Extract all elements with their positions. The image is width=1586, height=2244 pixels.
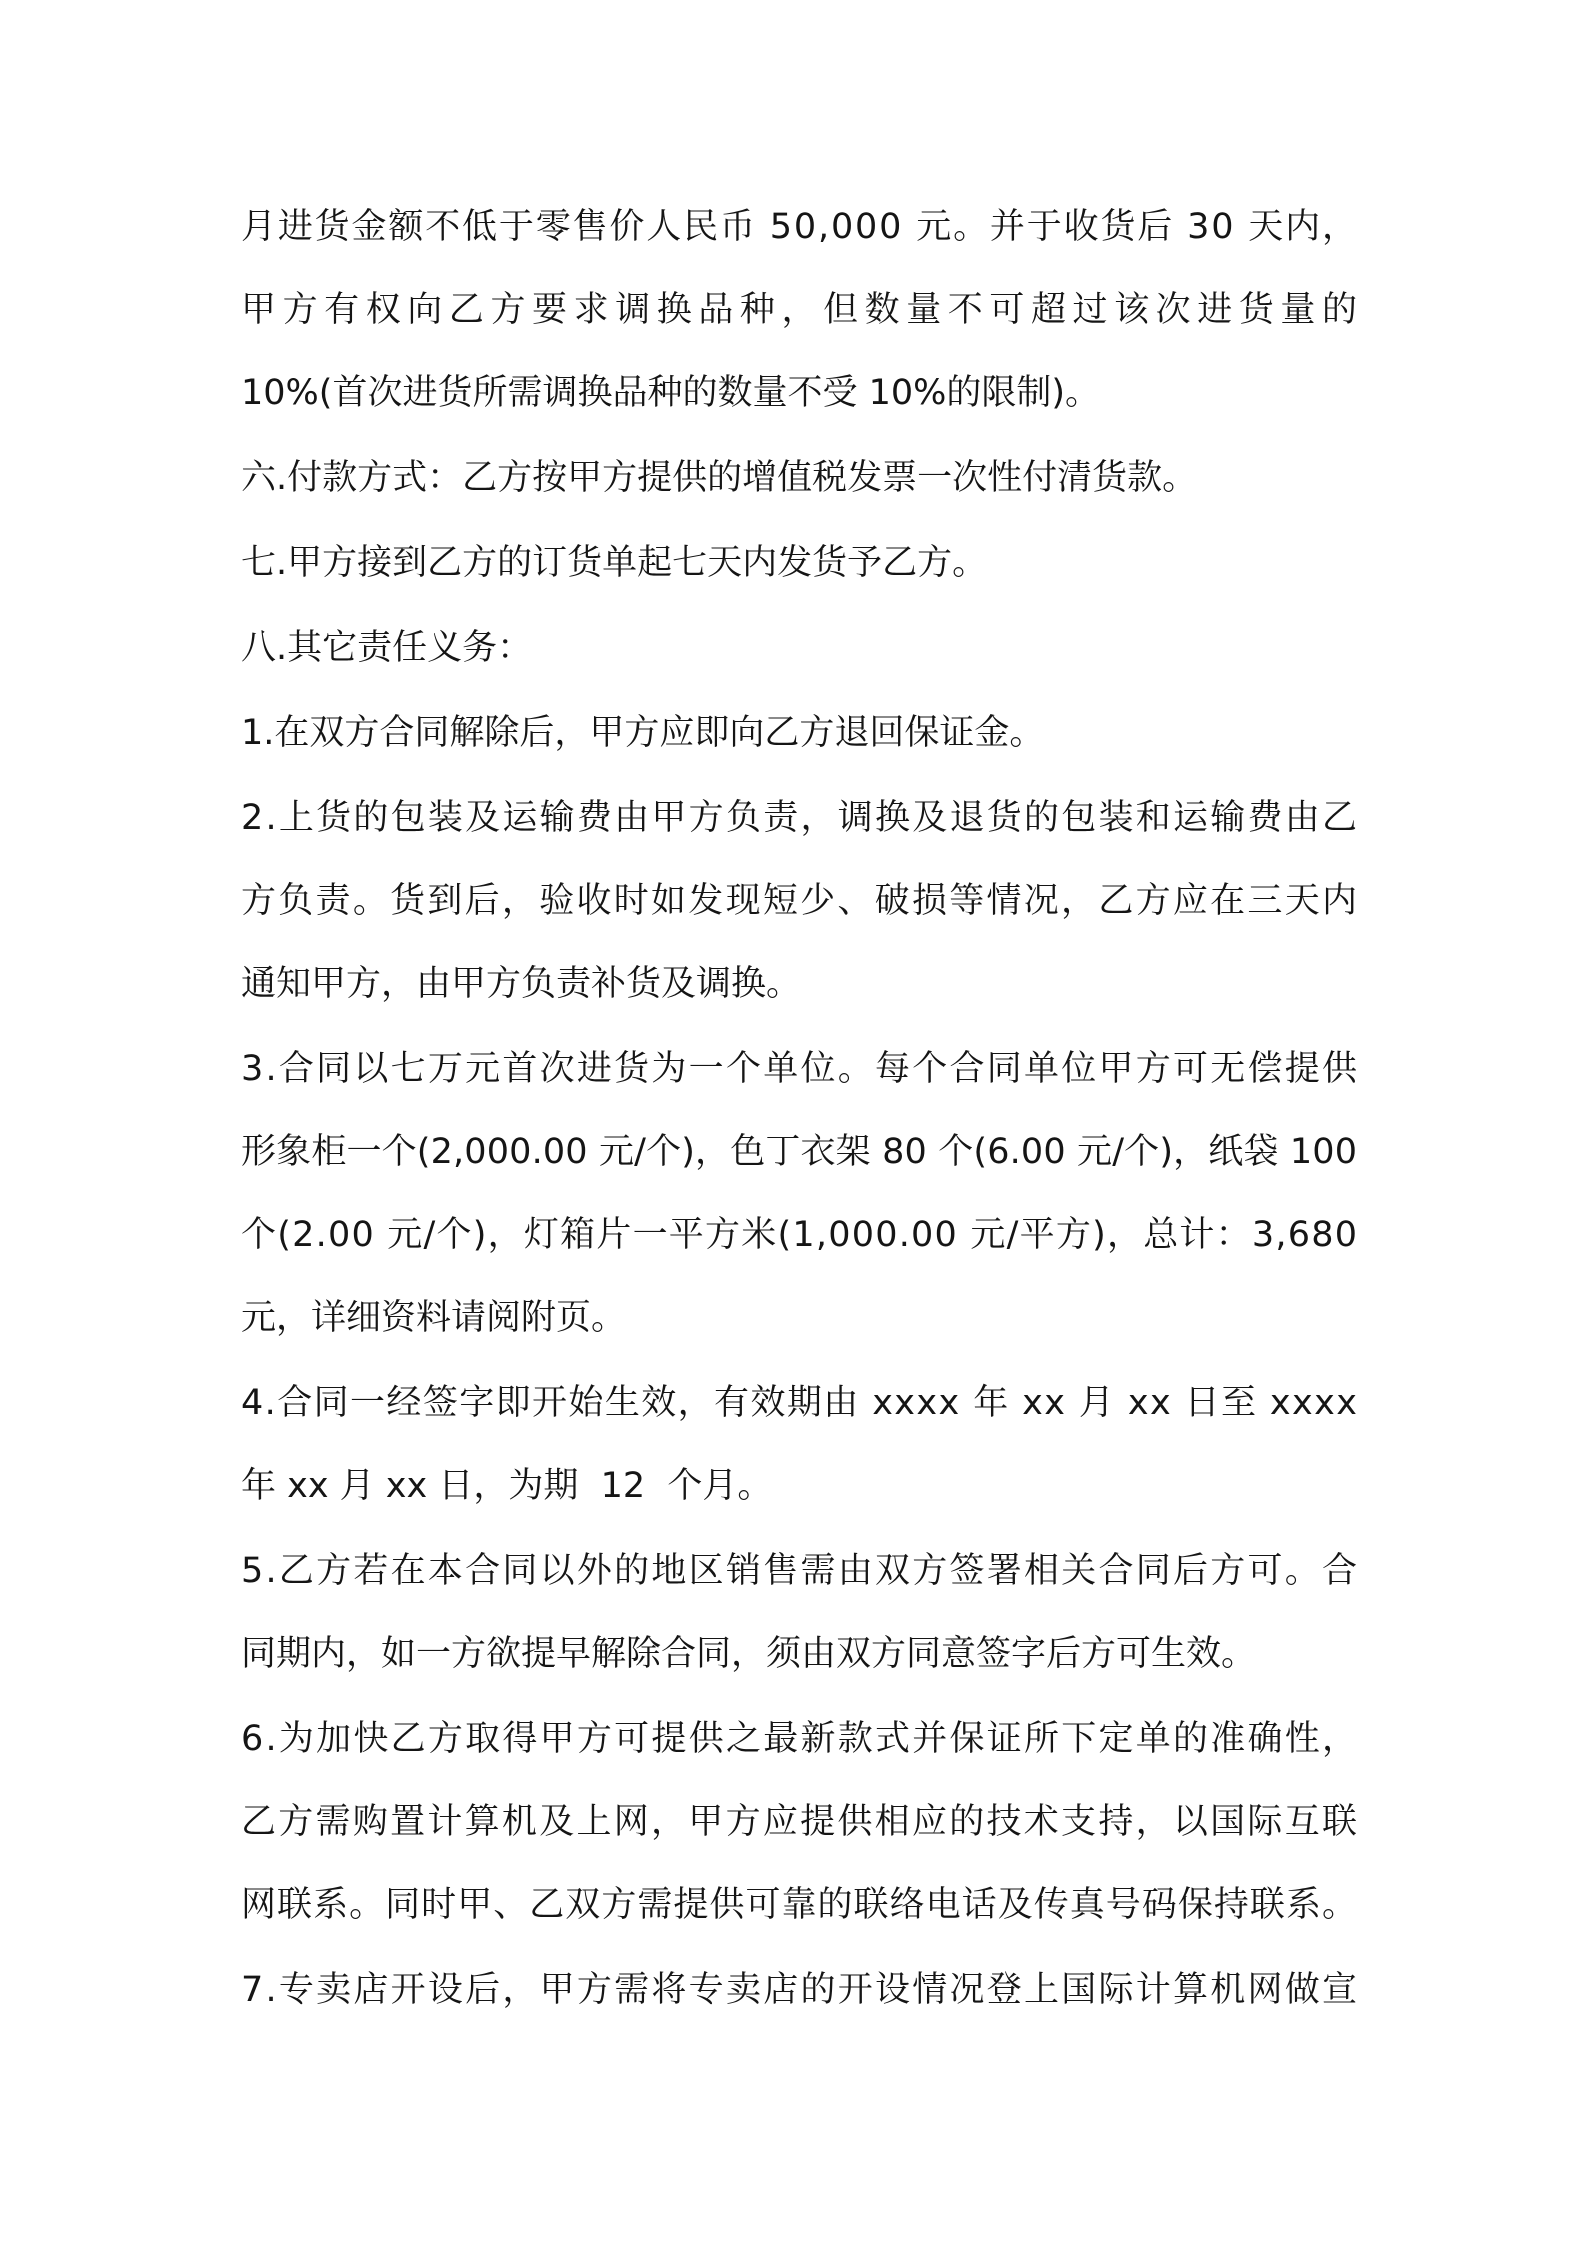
text-line: 乙方需购置计算机及上网，甲方应提供相应的技术支持，以国际互联	[241, 1802, 1360, 1842]
clause-8-item-4	[241, 1362, 1357, 1528]
text-line: 5.乙方若在本合同以外的地区销售需由双方签署相关合同后方可。合	[241, 1551, 1360, 1591]
text-line: 1.在双方合同解除后，甲方应即向乙方退回保证金。	[241, 713, 1045, 753]
text-line: 6.为加快乙方取得甲方可提供之最新款式并保证所下定单的准确性，	[241, 1719, 1360, 1759]
text-line: 月进货金额不低于零售价人民币 50,000 元。并于收货后 30 天内，	[241, 207, 1359, 247]
clause-8-item-1	[241, 692, 1357, 775]
text-line: 七.甲方接到乙方的订货单起七天内发货予乙方。	[241, 543, 988, 583]
clause-5-continuation	[241, 186, 1364, 435]
clause-8-heading	[241, 607, 1357, 690]
text-line: 元，详细资料请阅附页。	[241, 1298, 627, 1338]
clause-7-delivery-time	[241, 522, 1357, 605]
text-line: 八.其它责任义务：	[241, 628, 533, 668]
text-line: 通知甲方，由甲方负责补货及调换。	[241, 964, 802, 1004]
text-line: 3.合同以七万元首次进货为一个单位。每个合同单位甲方可无偿提供	[241, 1049, 1360, 1089]
text-line: 个(2.00 元/个)，灯箱片一平方米(1,000.00 元/平方)，总计：3,680	[241, 1215, 1359, 1255]
text-line: 六.付款方式：乙方按甲方提供的增值税发票一次性付清货款。	[241, 458, 1198, 498]
contract-text	[241, 186, 1364, 2032]
clause-8-item-7	[241, 1949, 1360, 2032]
text-line: 4.合同一经签字即开始生效，有效期由 xxxx 年 xx 月 xx 日至 xxxx	[241, 1383, 1359, 1423]
text-line: 方负责。货到后，验收时如发现短少、破损等情况，乙方应在三天内	[241, 881, 1360, 921]
text-line: 年 xx 月 xx 日，为期 12 个月。	[241, 1466, 773, 1506]
clause-8-item-2	[241, 777, 1360, 1026]
text-line: 2.上货的包装及运输费由甲方负责，调换及退货的包装和运输费由乙	[241, 798, 1360, 838]
text-line: 7.专卖店开设后，甲方需将专卖店的开设情况登上国际计算机网做宣	[241, 1970, 1360, 2010]
text-line: 10%(首次进货所需调换品种的数量不受 10%的限制)。	[241, 373, 1101, 413]
clause-8-item-3	[241, 1028, 1360, 1360]
text-line: 网联系。同时甲、乙双方需提供可靠的联络电话及传真号码保持联系。	[241, 1885, 1359, 1925]
text-line: 同期内，如一方欲提早解除合同，须由双方同意签字后方可生效。	[241, 1634, 1257, 1674]
clause-6-payment-method	[241, 437, 1357, 520]
clause-8-item-5	[241, 1530, 1360, 1696]
text-line: 甲方有权向乙方要求调换品种，但数量不可超过该次进货量的	[241, 290, 1364, 330]
clause-8-item-6	[241, 1698, 1360, 1947]
text-line: 形象柜一个(2,000.00 元/个)，色丁衣架 80 个(6.00 元/个)，纸袋 100	[241, 1132, 1358, 1172]
